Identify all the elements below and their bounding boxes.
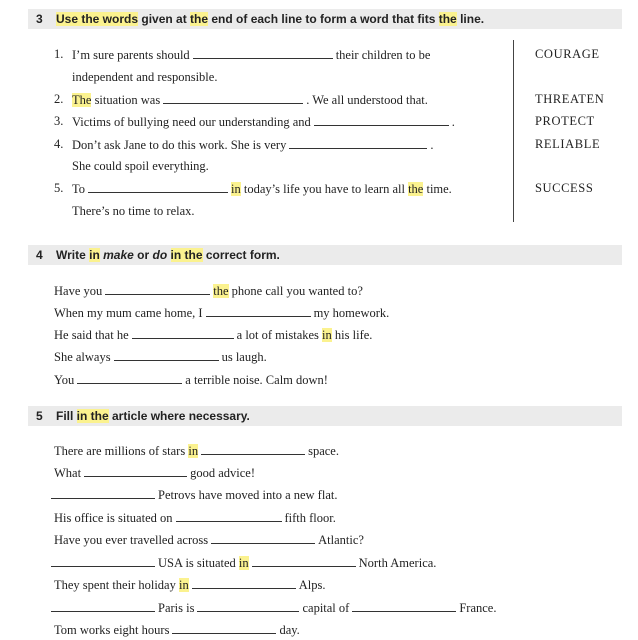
list-item: Have you the phone call you wanted to? [54,284,363,298]
answer-blank[interactable] [114,349,219,361]
answer-blank[interactable] [88,181,228,193]
answer-blank[interactable] [192,577,296,589]
list-item: She always us laugh. [54,350,267,364]
list-item: Victims of bullying need our understanding and . [72,115,455,129]
answer-blank[interactable] [289,137,427,149]
keyword: PROTECT [535,114,595,128]
exercise-3-header [28,9,622,29]
answer-blank[interactable] [201,443,305,455]
list-item: Don’t ask Jane to do this work. She is very . [72,138,434,152]
answer-blank[interactable] [197,600,299,612]
item-number: 2. [54,92,64,106]
item-number: 1. [54,47,64,61]
column-divider [513,40,514,222]
list-item: The situation was . We all understood that. [72,93,428,107]
answer-blank[interactable] [193,47,333,59]
exercise-instruction: Fill in the article where necessary. [56,409,250,423]
item-number: 3. [54,114,64,128]
list-item: Paris is capital of France. [48,600,496,616]
list-item: You a terrible noise. Calm down! [54,373,328,387]
item-number: 5. [54,181,64,195]
answer-blank[interactable] [176,510,282,522]
list-item: To in today’s life you have to learn all the time. [72,182,452,196]
list-item: There are millions of stars in space. [54,444,339,458]
keyword: COURAGE [535,47,600,61]
answer-blank[interactable] [132,327,234,339]
answer-blank[interactable] [314,114,449,126]
answer-blank[interactable] [206,305,311,317]
exercise-instruction: Use the words given at the end of each line to form a word that fits the line. [56,12,485,26]
keyword: SUCCESS [535,181,594,195]
answer-blank[interactable] [352,600,456,612]
exercise-number: 3 [36,12,43,26]
answer-blank[interactable] [51,487,155,499]
answer-blank[interactable] [105,283,210,295]
list-item: What good advice! [54,466,255,480]
answer-blank[interactable] [252,555,356,567]
answer-blank[interactable] [211,532,315,544]
answer-blank[interactable] [77,372,182,384]
list-item: He said that he a lot of mistakes in his life. [54,328,373,342]
list-item-continuation: There’s no time to relax. [72,204,195,218]
keyword: THREATEN [535,92,605,106]
answer-blank[interactable] [163,92,303,104]
answer-blank[interactable] [84,465,187,477]
list-item: USA is situated in North America. [48,555,436,571]
list-item-continuation: independent and responsible. [72,70,218,84]
exercise-5-header [28,406,622,426]
exercise-number: 4 [36,248,43,262]
keyword: RELIABLE [535,137,601,151]
list-item: Petrovs have moved into a new flat. [48,487,337,503]
answer-blank[interactable] [51,600,155,612]
list-item: Tom works eight hours day. [54,623,300,637]
list-item: When my mum came home, I my homework. [54,306,390,320]
list-item: They spent their holiday in Alps. [54,578,326,592]
list-item: His office is situated on fifth floor. [54,511,336,525]
answer-blank[interactable] [172,622,276,634]
list-item: Have you ever travelled across Atlantic? [54,533,364,547]
exercise-number: 5 [36,409,43,423]
item-number: 4. [54,137,64,151]
exercise-4-header [28,245,622,265]
list-item: I’m sure parents should their children to be [72,48,431,62]
list-item-continuation: She could spoil everything. [72,159,209,173]
exercise-instruction: Write in make or do in the correct form. [56,248,280,262]
answer-blank[interactable] [51,555,155,567]
